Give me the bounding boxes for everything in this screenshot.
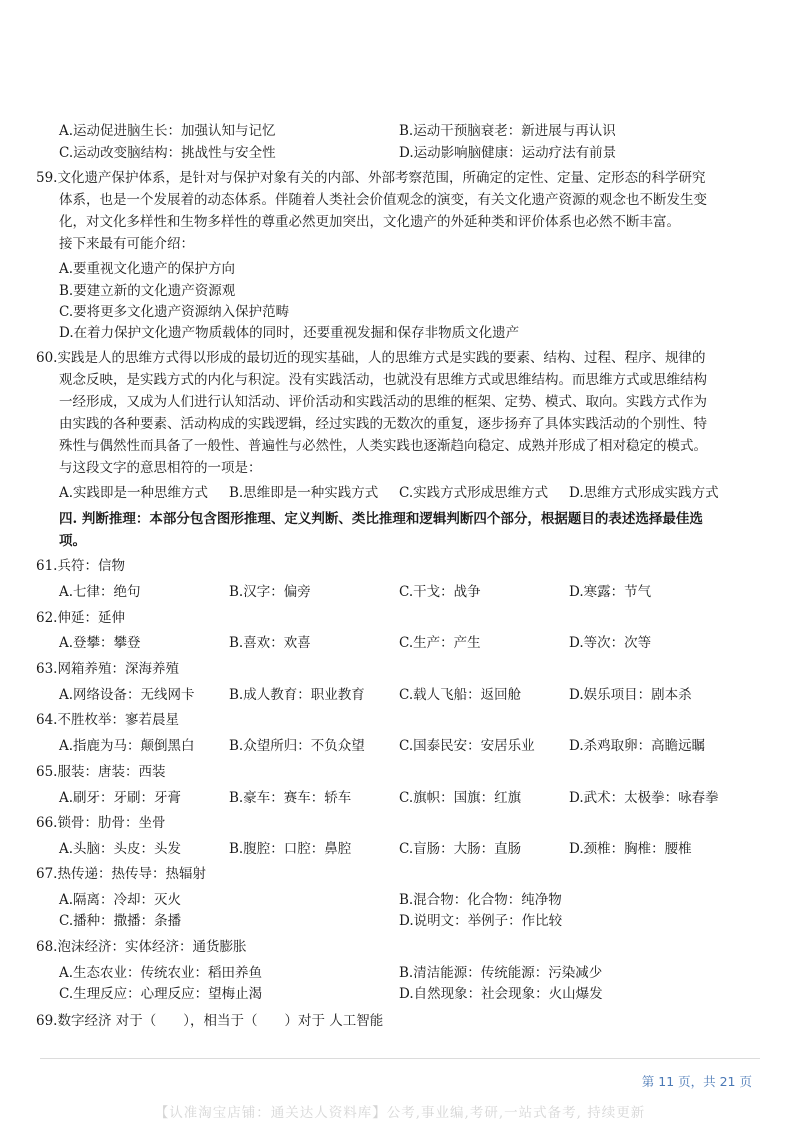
- q59-stem-line: 接下来最有可能介绍：: [59, 236, 194, 252]
- q59-option-c: C.要将更多文化遗产资源纳入保护范畴: [59, 304, 290, 320]
- q58-option-c: C.运动改变脑结构：挑战性与安全性: [59, 145, 276, 161]
- q65-option-d: D.武术：太极拳：咏春拳: [569, 790, 719, 806]
- q62-option-b: B.喜欢：欢喜: [229, 635, 311, 651]
- q63-option-d: D.娱乐项目：剧本杀: [569, 687, 692, 703]
- q59-option-b: B.要建立新的文化遗产资源观: [59, 283, 236, 299]
- q62-option-a: A.登攀：攀登: [59, 635, 141, 651]
- q63-stem: 63.网箱养殖：深海养殖: [36, 661, 179, 677]
- page-number: 第 11 页，共 21 页: [641, 1074, 752, 1089]
- q62-option-d: D.等次：次等: [569, 635, 652, 651]
- q60-stem-line: 殊性与偶然性而具备了一般性、普遍性与必然性，人类实践也逐渐趋向稳定、成熟并形成了相对稳定的模式。: [59, 438, 707, 454]
- q66-option-c: C.盲肠：大肠：直肠: [399, 841, 522, 857]
- q61-option-b: B.汉字：偏旁: [229, 584, 311, 600]
- q66-option-b: B.腹腔：口腔：鼻腔: [229, 841, 352, 857]
- q61-stem: 61.兵符：信物: [36, 558, 125, 574]
- q59-stem-line: 体系，也是一个发展着的动态体系。伴随着人类社会价值观念的演变，有关文化遗产资源的观念也不断发生变: [59, 192, 707, 208]
- q62-stem: 62.伸延：延伸: [36, 610, 125, 626]
- section-heading-cont: 项。: [59, 533, 86, 549]
- footer-divider: [40, 1058, 760, 1059]
- q65-option-c: C.旗帜：国旗：红旗: [399, 790, 522, 806]
- q69-stem: 69.数字经济 对于（ ），相当于（ ）对于 人工智能: [36, 1013, 384, 1029]
- q66-stem: 66.锁骨：肋骨：坐骨: [36, 815, 166, 831]
- q62-option-c: C.生产：产生: [399, 635, 481, 651]
- q60-option-b: B.思维即是一种实践方式: [229, 485, 379, 501]
- q68-option-a: A.生态农业：传统农业：稻田养鱼: [59, 965, 263, 981]
- watermark-text: 【认准淘宝店铺：通关达人资料库】公考,事业编,考研,一站式备考, 持续更新: [154, 1105, 646, 1121]
- q60-stem-line: 观念反映，是实践方式的内化与积淀。没有实践活动，也就没有思维方式或思维结构。而思维方式或思维结构: [59, 372, 707, 388]
- q68-option-b: B.清洁能源：传统能源：污染减少: [399, 965, 603, 981]
- q61-option-d: D.寒露：节气: [569, 584, 652, 600]
- q64-option-d: D.杀鸡取卵：高瞻远瞩: [569, 738, 706, 754]
- q60-stem-line: 与这段文字的意思相符的一项是：: [59, 460, 262, 476]
- q63-option-b: B.成人教育：职业教育: [229, 687, 365, 703]
- q68-option-c: C.生理反应：心理反应：望梅止渴: [59, 986, 263, 1002]
- q59-option-d: D.在着力保护文化遗产物质载体的同时，还要重视发掘和保存非物质文化遗产: [59, 325, 520, 341]
- q58-option-a: A.运动促进脑生长：加强认知与记忆: [59, 123, 276, 139]
- q64-option-a: A.指鹿为马：颠倒黑白: [59, 738, 195, 754]
- q63-option-c: C.载人飞船：返回舱: [399, 687, 522, 703]
- q65-option-a: A.刷牙：牙刷：牙膏: [59, 790, 182, 806]
- q66-option-d: D.颈椎：胸椎：腰椎: [569, 841, 692, 857]
- q67-option-a: A.隔离：冷却：灭火: [59, 892, 182, 908]
- q65-option-b: B.豪车：赛车：轿车: [229, 790, 352, 806]
- q58-option-d: D.运动影响脑健康：运动疗法有前景: [399, 145, 617, 161]
- q65-stem: 65.服装：唐装：西装: [36, 764, 166, 780]
- q61-option-c: C.干戈：战争: [399, 584, 481, 600]
- q61-option-a: A.七律：绝句: [59, 584, 141, 600]
- q60-option-a: A.实践即是一种思维方式: [59, 485, 209, 501]
- q66-option-a: A.头脑：头皮：头发: [59, 841, 182, 857]
- q60-option-d: D.思维方式形成实践方式: [569, 485, 719, 501]
- q59-stem-line: 化，对文化多样性和生物多样性的尊重必然更加突出，文化遗产的外延种类和评价体系也必然不断丰富。: [59, 214, 680, 230]
- q67-stem: 67.热传递：热传导：热辐射: [36, 866, 206, 882]
- q67-option-b: B.混合物：化合物：纯净物: [399, 892, 562, 908]
- q68-option-d: D.自然现象：社会现象：火山爆发: [399, 986, 603, 1002]
- q67-option-c: C.播种：撒播：条播: [59, 913, 182, 929]
- q67-option-d: D.说明文：举例子：作比较: [399, 913, 563, 929]
- q59-option-a: A.要重视文化遗产的保护方向: [59, 261, 236, 277]
- q64-stem: 64.不胜枚举：寥若晨星: [36, 712, 179, 728]
- q58-option-b: B.运动干预脑衰老：新进展与再认识: [399, 123, 616, 139]
- q60-option-c: C.实践方式形成思维方式: [399, 485, 549, 501]
- q60-stem-line: 由实践的各种要素、活动构成的实践逻辑，经过实践的无数次的重复，逐步扬弃了具体实践活动的个别性、特: [59, 416, 707, 432]
- q59-stem-line: 59.文化遗产保护体系，是针对与保护对象有关的内部、外部考察范围，所确定的定性、定量、定形态的科学研究: [36, 170, 706, 186]
- q64-option-b: B.众望所归：不负众望: [229, 738, 365, 754]
- q60-stem-line: 一经形成，又成为人们进行认知活动、评价活动和实践活动的思维的框架、定势、模式、取向。实践方式作为: [59, 394, 707, 410]
- q68-stem: 68.泡沫经济：实体经济：通货膨胀: [36, 939, 247, 955]
- section-heading: 四. 判断推理：本部分包含图形推理、定义判断、类比推理和逻辑判断四个部分，根据题目的表述选择最佳选: [59, 511, 703, 527]
- q64-option-c: C.国泰民安：安居乐业: [399, 738, 535, 754]
- q60-stem-line: 60.实践是人的思维方式得以形成的最切近的现实基础，人的思维方式是实践的要素、结构、过程、程序、规律的: [36, 350, 706, 366]
- q63-option-a: A.网络设备：无线网卡: [59, 687, 195, 703]
